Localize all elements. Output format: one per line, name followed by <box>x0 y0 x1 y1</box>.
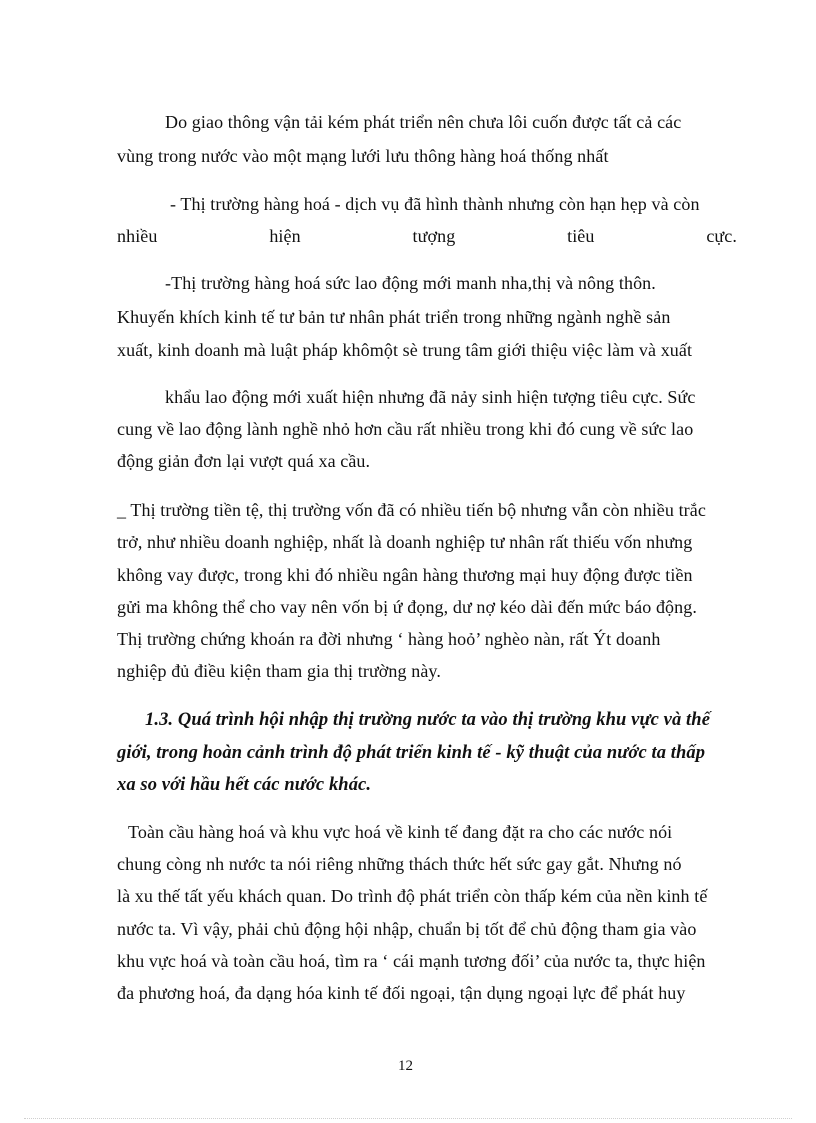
paragraph-line: Khuyến khích kinh tế tư bản tư nhân phát triển trong những ngành nghề sản <box>117 307 671 327</box>
paragraph-line: Toàn cầu hàng hoá và khu vực hoá về kinh tế đang đặt ra cho các nước nói <box>128 822 673 842</box>
page-number: 12 <box>398 1058 413 1074</box>
paragraph-line: nước ta. Vì vậy, phải chủ động hội nhập, chuẩn bị tốt để chủ động tham gia vào <box>117 919 697 939</box>
paragraph-line: - Thị trường hàng hoá - dịch vụ đã hình thành nhưng còn hạn hẹp và còn <box>170 194 700 214</box>
paragraph-line: chung còng nh nước ta nói riêng những thách thức hết sức gay gắt. Nhưng nó <box>117 854 682 874</box>
page-bottom-divider <box>24 1118 792 1119</box>
spread-line <box>117 224 737 248</box>
paragraph-line: khẩu lao động mới xuất hiện nhưng đã nảy sinh hiện tượng tiêu cực. Sức <box>165 387 696 407</box>
paragraph-line: động giản đơn lại vượt quá xa cầu. <box>117 451 371 471</box>
spread-word: nhiều <box>117 226 158 246</box>
paragraph-line: xuất, kinh doanh mà luật pháp khômột sè trung tâm giới thiệu việc làm và xuất <box>117 340 693 360</box>
spread-word: hiện <box>269 226 301 246</box>
paragraph-line: là xu thế tất yếu khách quan. Do trình độ phát triển còn thấp kém của nền kinh tế <box>117 886 708 906</box>
paragraph-line: cung về lao động lành nghề nhỏ hơn cầu rất nhiều trong khi đó cung về sức lao <box>117 419 694 439</box>
paragraph-line: trở, như nhiều doanh nghiệp, nhất là doanh nghiệp tư nhân rất thiếu vốn nhưng <box>117 532 693 552</box>
paragraph-line: -Thị trường hàng hoá sức lao động mới manh nha,thị và nông thôn. <box>165 273 656 293</box>
paragraph-line: _ Thị trường tiền tệ, thị trường vốn đã có nhiều tiến bộ nhưng vẫn còn nhiều trắc <box>117 500 706 520</box>
paragraph-line: nghiệp đủ điều kiện tham gia thị trường này. <box>117 661 441 681</box>
paragraph-line: khu vực hoá và toàn cầu hoá, tìm ra ‘ cái mạnh tương đối’ của nước ta, thực hiện <box>117 951 706 971</box>
paragraph-line: gửi ma không thể cho vay nên vốn bị ứ đọng, dư nợ kéo dài đến mức báo động. <box>117 597 697 617</box>
spread-word: cực. <box>706 226 737 246</box>
paragraph-line: đa phương hoá, đa dạng hóa kinh tế đối ngoại, tận dụng ngoại lực để phát huy <box>117 983 686 1003</box>
section-heading-line: xa so với hầu hết các nước khác. <box>117 775 372 795</box>
section-heading-line: 1.3. Quá trình hội nhập thị trường nước ta vào thị trường khu vực và thế <box>145 710 710 730</box>
paragraph-line: vùng trong nước vào một mạng lưới lưu thông hàng hoá thống nhất <box>117 146 609 166</box>
paragraph-line: Do giao thông vận tải kém phát triển nên chưa lôi cuốn được tất cả các <box>165 112 682 132</box>
spread-word: tiêu <box>567 226 595 246</box>
section-heading-line: giới, trong hoàn cảnh trình độ phát triển kinh tế - kỹ thuật của nước ta thấp <box>117 743 706 763</box>
spread-word: tượng <box>412 226 456 246</box>
paragraph-line: không vay được, trong khi đó nhiều ngân hàng thương mại huy động được tiền <box>117 565 693 585</box>
paragraph-line: Thị trường chứng khoán ra đời nhưng ‘ hàng hoỏ’ nghèo nàn, rất Ýt doanh <box>117 629 661 649</box>
